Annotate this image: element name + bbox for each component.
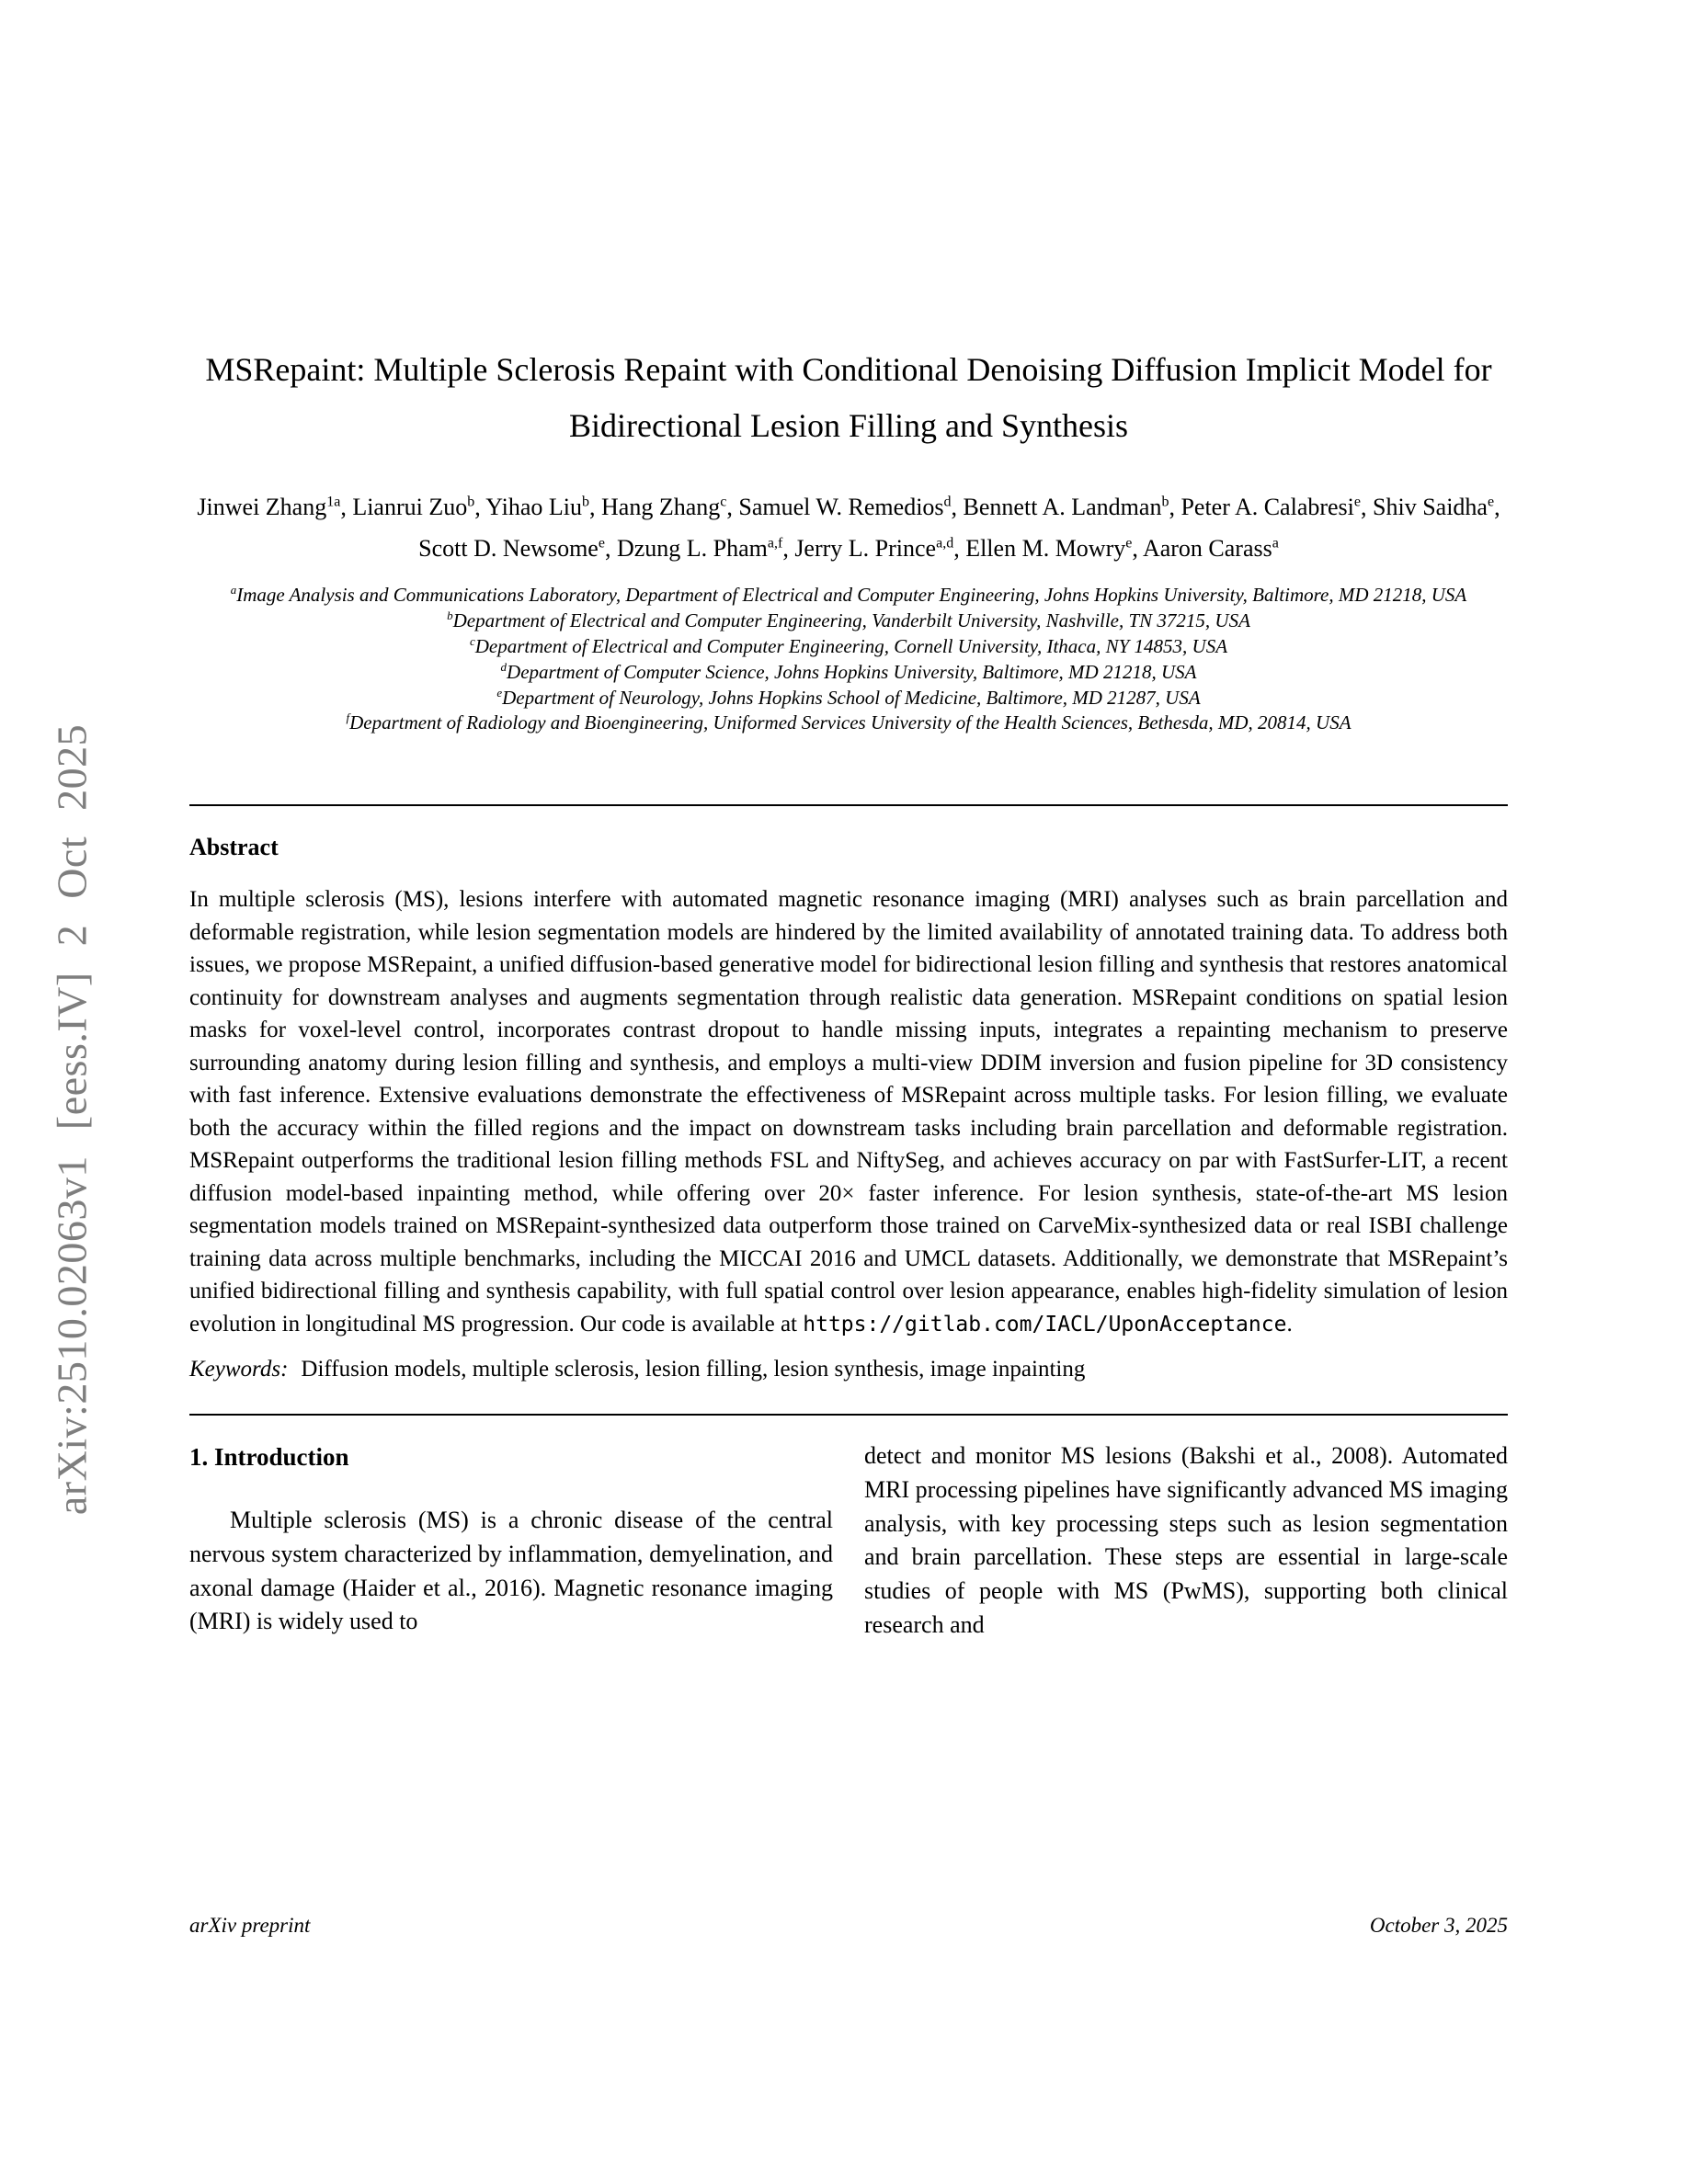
affiliation-line: $^e$Department of Neurology, Johns Hopkins School of Medicine, Baltimore, MD 21287, USA	[496, 685, 1201, 709]
abstract-heading: Abstract	[189, 834, 279, 861]
left-column	[189, 1439, 833, 1642]
affiliation-line: $^f$Department of Radiology and Bioengineering, Uniformed Services University of the Health Sciences, Bethesda, MD, 20814, USA	[346, 711, 1352, 734]
author-name: Jerry L. Prince$^{a,d}$	[794, 535, 954, 563]
two-column-body	[189, 1439, 1508, 1642]
keywords-label: Keywords:	[189, 1357, 289, 1382]
abstract-text-tail: .	[1286, 1311, 1293, 1337]
footer-preprint-label: arXiv preprint	[189, 1914, 311, 1937]
affiliation-list	[218, 583, 1479, 737]
affiliation-line: $^d$Department of Computer Science, Johns Hopkins University, Baltimore, MD 21218, USA	[500, 659, 1197, 683]
footer-date: October 3, 2025	[1369, 1914, 1508, 1937]
author-name: Peter A. Calabresi$^e$	[1180, 494, 1362, 521]
page-footer	[189, 1914, 1508, 1938]
author-name: Dzung L. Pham$^{a,f}$	[616, 535, 783, 563]
author-name: Ellen M. Mowry$^e$	[965, 535, 1133, 563]
section-heading-introduction: 1. Introduction	[189, 1443, 349, 1472]
affiliation-line: $^c$Department of Electrical and Computer Engineering, Cornell University, Ithaca, NY 14853, USA	[469, 633, 1228, 657]
intro-paragraph-right: detect and monitor MS lesions (Bakshi et al., 2008). Automated MRI processing pipelines have significantly advanced MS imaging analysis, with key processing steps such as lesion segmentation and brain parcellation. These steps are essential in large-scale studies of people with MS (PwMS), supporting both clinical research and	[864, 1442, 1508, 1638]
author-name: Yihao Liu$^b$	[485, 494, 590, 521]
abstract-body	[189, 883, 1508, 1340]
author-name: Scott D. Newsome$^e$	[418, 535, 605, 563]
affiliation-line: $^a$Image Analysis and Communications Laboratory, Department of Electrical and Computer Engineering, Johns Hopkins University, Baltimore, MD 21218, USA	[230, 582, 1467, 606]
author-name: Bennett A. Landman$^b$	[963, 494, 1169, 521]
abstract-text: In multiple sclerosis (MS), lesions interfere with automated magnetic resonance imaging (MRI) analyses such as brain parcellation and deformable registration, while lesion segmentation models are hindered by the limited availability of annotated training data. To address both issues, we propose MSRepaint, a unified diffusion-based generative model for bidirectional lesion filling and synthesis that restores anatomical continuity for downstream analyses and augments segmentation through realistic data generation. MSRepaint conditions on spatial lesion masks for voxel-level control, incorporates contrast dropout to handle missing inputs, integrates a repainting mechanism to preserve surrounding anatomy during lesion filling and synthesis, and employs a multi-view DDIM inversion and fusion pipeline for 3D consistency with fast inference. Extensive evaluations demonstrate the effectiveness of MSRepaint across multiple tasks. For lesion filling, we evaluate both the accuracy within the filled regions and the impact on downstream tasks including brain parcellation and deformable registration. MSRepaint outperforms the traditional lesion filling methods FSL and NiftySeg, and achieves accuracy on par with FastSurfer-LIT, a recent diffusion model-based inpainting method, while offering over 20× faster inference. For lesion synthesis, state-of-the-art MS lesion segmentation models trained on MSRepaint-synthesized data outperform those trained on CarveMix-synthesized data or real ISBI challenge training data across multiple benchmarks, including the MICCAI 2016 and UMCL datasets. Additionally, we demonstrate that MSRepaint’s unified bidirectional filling and synthesis capability, with full spatial control over lesion appearance, enables high-fidelity simulation of lesion evolution in longitudinal MS progression. Our code is available at	[189, 887, 1508, 1337]
page-title: MSRepaint: Multiple Sclerosis Repaint with Conditional Denoising Diffusion Implicit Model for Bidirectional Lesion Filling and Synthesis	[205, 351, 1492, 445]
author-name: Aaron Carass$^a$	[1142, 535, 1279, 563]
author-name: Samuel W. Remedios$^d$	[738, 494, 952, 521]
author-list: Jinwei Zhang$^{1a}$, Lianrui Zuo$^b$, Yihao Liu$^b$, Hang Zhang$^c$, Samuel W. Remedios$^d$, Bennett A. Landman$^b$, Peter A. Calabresi$^e$, Shiv Saidha$^e$, Scott D. Newsome$^e$, Dzung L. Pham$^{a,f}$, Jerry L. Prince$^{a,d}$, Ellen M. Mowry$^e$, Aaron Carass$^a$	[197, 494, 1500, 563]
paper-content	[189, 342, 1508, 1642]
author-name: Lianrui Zuo$^b$	[352, 494, 475, 521]
intro-paragraph-left: Multiple sclerosis (MS) is a chronic disease of the central nervous system characterized by inflammation, demyelination, and axonal damage (Haider et al., 2016). Magnetic resonance imaging (MRI) is widely used to	[189, 1507, 833, 1635]
keywords-line	[189, 1357, 1508, 1382]
affiliation-line: $^b$Department of Electrical and Computer Engineering, Vanderbilt University, Nashville, TN 37215, USA	[447, 608, 1250, 631]
arxiv-watermark: arXiv:2510.02063v1 [eess.IV] 2 Oct 2025	[48, 723, 96, 1516]
author-name: Jinwei Zhang$^{1a}$	[197, 494, 341, 521]
keywords-text: Diffusion models, multiple sclerosis, lesion filling, lesion synthesis, image inpainting	[301, 1357, 1086, 1382]
author-name: Hang Zhang$^c$	[601, 494, 727, 521]
divider-above-abstract	[189, 804, 1508, 806]
divider-below-keywords	[189, 1414, 1508, 1416]
right-column	[864, 1439, 1508, 1642]
author-name: Shiv Saidha$^e$	[1373, 494, 1495, 521]
code-repository-link[interactable]: https://gitlab.com/IACL/UponAcceptance	[803, 1312, 1287, 1337]
